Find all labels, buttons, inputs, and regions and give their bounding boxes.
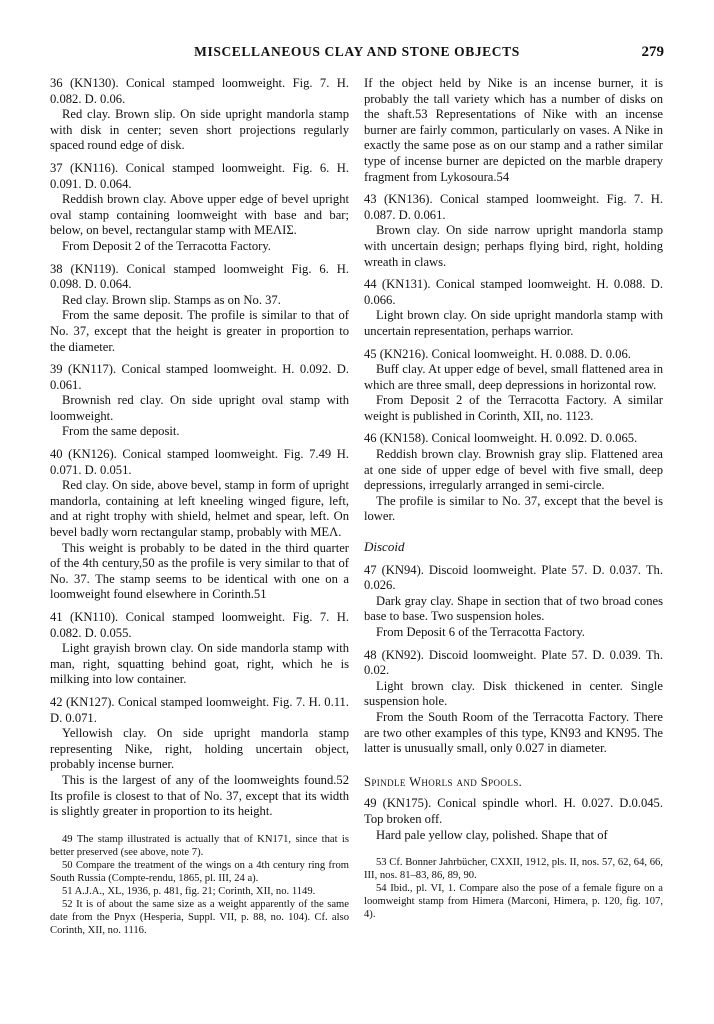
- footnote-49: 49 The stamp illustrated is actually that of KN171, since that is better preserved (see above, note 7).: [50, 833, 349, 858]
- entry-description: Red clay. Brown slip. Stamps as on No. 37.: [62, 292, 281, 307]
- footnotes-right: [364, 856, 663, 921]
- catalog-entry-36: [50, 76, 349, 154]
- entry-heading: 36 (KN130). Conical stamped loomweight. Fig. 7. H. 0.082. D. 0.06.: [50, 76, 349, 106]
- page-number: 279: [641, 44, 664, 60]
- entry-commentary: This is the largest of any of the loomweights found.52 Its profile is closest to that of No. 37, except that its width is slightly greater in proportion to its height.: [50, 772, 349, 819]
- entry-heading: 41 (KN110). Conical stamped loomweight. Fig. 7. H. 0.082. D. 0.055.: [50, 610, 349, 640]
- catalog-entry-39: [50, 362, 349, 440]
- entry-heading: 45 (KN216). Conical loomweight. H. 0.088. D. 0.06.: [364, 346, 631, 361]
- entry-heading: 38 (KN119). Conical stamped loomweight Fig. 6. H. 0.098. D. 0.064.: [50, 261, 349, 292]
- right-column: [364, 76, 663, 921]
- entry-description: Reddish brown clay. Above upper edge of bevel upright oval stamp containing loomweight with base and bar; below, on bevel, rectangular stamp with ΜΕΛΙΣ.: [50, 192, 349, 238]
- catalog-entry-49: [364, 796, 663, 843]
- entry-heading: 49 (KN175). Conical spindle whorl. H. 0.027. D.0.045. Top broken off.: [364, 796, 663, 826]
- catalog-entry-44: [364, 277, 663, 339]
- entry-provenance: From Deposit 2 of the Terracotta Factory. A similar weight is published in Corinth, XII, no. 1123.: [364, 393, 663, 423]
- catalog-entry-42: [50, 695, 349, 820]
- page-header: [50, 44, 664, 66]
- entry-provenance: From the same deposit.: [62, 424, 180, 439]
- footnote-51: 51 A.J.A., XL, 1936, p. 481, fig. 21; Corinth, XII, no. 1149.: [62, 885, 316, 897]
- entry-description: Reddish brown clay. Brownish gray slip. Flattened area at one side of upper edge of bevel with five small, deep depressions, irregularly arranged in semi-circle.: [364, 447, 663, 493]
- footnote-50: 50 Compare the treatment of the wings on a 4th century ring from South Russia (Compte-rendu, 1865, pl. III, 24 a).: [50, 859, 349, 884]
- continued-text: If the object held by Nike is an incense burner, it is probably the tall variety which has a number of disks on the shaft.53 Representations of Nike with an incense burner are fairly common, particularly on vases. A Nike in exactly the same pose as on our stamp and a rather similar type of incense burner are depicted on the marble drapery fragment from Lykosoura.54: [364, 76, 663, 184]
- entry-commentary: The profile is similar to No. 37, except that the bevel is lower.: [364, 493, 663, 524]
- catalog-entry-41: [50, 610, 349, 688]
- section-heading-spindle-whorls: Spindle Whorls and Spools.: [364, 774, 523, 789]
- continued-paragraph: [364, 76, 663, 185]
- entry-heading: 40 (KN126). Conical stamped loomweight. Fig. 7.49 H. 0.071. D. 0.051.: [50, 447, 349, 477]
- entry-provenance: From Deposit 6 of the Terracotta Factory.: [376, 625, 585, 639]
- entry-heading: 43 (KN136). Conical stamped loomweight. Fig. 7. H. 0.087. D. 0.061.: [364, 192, 663, 222]
- footnote-54: 54 Ibid., pl. VI, 1. Compare also the pose of a female figure on a loomweight stamp from Himera (Marconi, Himera, p. 120, fig. 107, 4).: [364, 883, 663, 921]
- entry-heading: 44 (KN131). Conical stamped loomweight. H. 0.088. D. 0.066.: [364, 277, 663, 307]
- catalog-entry-47: [364, 563, 663, 641]
- section-heading-discoid: Discoid: [364, 539, 405, 555]
- catalog-entry-43: [364, 192, 663, 270]
- entry-description: Dark gray clay. Shape in section that of two broad cones base to base. Two suspension holes.: [364, 593, 663, 624]
- entry-heading: 46 (KN158). Conical loomweight. H. 0.092. D. 0.065.: [364, 431, 638, 446]
- footnote-53: 53 Cf. Bonner Jahrbücher, CXXII, 1912, pls. II, nos. 57, 62, 64, 66, III, nos. 81–83, 86, 89, 90.: [364, 857, 663, 882]
- entry-provenance: From the South Room of the Terracotta Factory. There are two other examples of this type, KN93 and KN95. The latter is unusually small, only 0.027 in diameter.: [364, 709, 663, 756]
- catalog-entry-38: [50, 262, 349, 356]
- entry-heading: 47 (KN94). Discoid loomweight. Plate 57. D. 0.037. Th. 0.026.: [364, 562, 663, 593]
- entry-description: Buff clay. At upper edge of bevel, small flattened area in which are three small, deep depressions in horizontal row.: [364, 362, 663, 392]
- entry-description: Red clay. Brown slip. On side upright mandorla stamp with disk in center; seven short projections regularly spaced round edge of disk.: [50, 107, 349, 153]
- entry-provenance: From the same deposit. The profile is similar to that of No. 37, except that the height is greater in proportion to the diameter.: [50, 308, 349, 354]
- entry-description: Light grayish brown clay. On side mandorla stamp with man, right, squatting behind goat, right, which he is milking into low container.: [50, 641, 349, 687]
- entry-commentary: This weight is probably to be dated in the third quarter of the 4th century,50 as the profile is very similar to that of No. 37. The stamp seems to be identical with one on a loomweight found elsewhere in Corinth.51: [50, 540, 349, 602]
- entry-heading: 37 (KN116). Conical stamped loomweight. Fig. 6. H. 0.091. D. 0.064.: [50, 160, 349, 191]
- entry-description: Yellowish clay. On side upright mandorla stamp representing Nike, right, holding uncertain object, probably incense burner.: [50, 726, 349, 772]
- entry-description: Brown clay. On side narrow upright mandorla stamp with uncertain design; perhaps flying bird, right, holding wreath in claws.: [364, 223, 663, 269]
- entry-description: Red clay. On side, above bevel, stamp in form of upright mandorla, containing at left kneeling winged figure, left, and at right trophy with shield, helmet and spear, left. On bevel badly worn rectangular stamp, probably with ΜΕΛ.: [50, 478, 349, 540]
- entry-description: Hard pale yellow clay, polished. Shape that of: [376, 827, 608, 842]
- entry-provenance: From Deposit 2 of the Terracotta Factory.: [62, 238, 271, 253]
- left-column: [50, 76, 349, 937]
- entry-description: Light brown clay. Disk thickened in center. Single suspension hole.: [364, 678, 663, 709]
- entry-description: Brownish red clay. On side upright oval stamp with loomweight.: [50, 393, 349, 423]
- entry-heading: 39 (KN117). Conical stamped loomweight. H. 0.092. D. 0.061.: [50, 362, 349, 392]
- entry-description: Light brown clay. On side upright mandorla stamp with uncertain representation, perhaps warrior.: [364, 308, 663, 338]
- catalog-entry-37: [50, 161, 349, 255]
- catalog-entry-40: [50, 447, 349, 603]
- entry-heading: 48 (KN92). Discoid loomweight. Plate 57. D. 0.039. Th. 0.02.: [364, 647, 663, 678]
- entry-heading: 42 (KN127). Conical stamped loomweight. Fig. 7. H. 0.11. D. 0.071.: [50, 694, 349, 725]
- catalog-entry-48: [364, 648, 663, 757]
- footnotes-left: [50, 833, 349, 937]
- catalog-entry-45: [364, 347, 663, 425]
- running-title: MISCELLANEOUS CLAY AND STONE OBJECTS: [194, 44, 520, 59]
- catalog-entry-46: [364, 431, 663, 525]
- footnote-52: 52 It is of about the same size as a weight apparently of the same date from the Pnyx (Hesperia, Suppl. VII, p. 88, no. 104). Cf. also Corinth, XII, no. 1116.: [50, 898, 349, 936]
